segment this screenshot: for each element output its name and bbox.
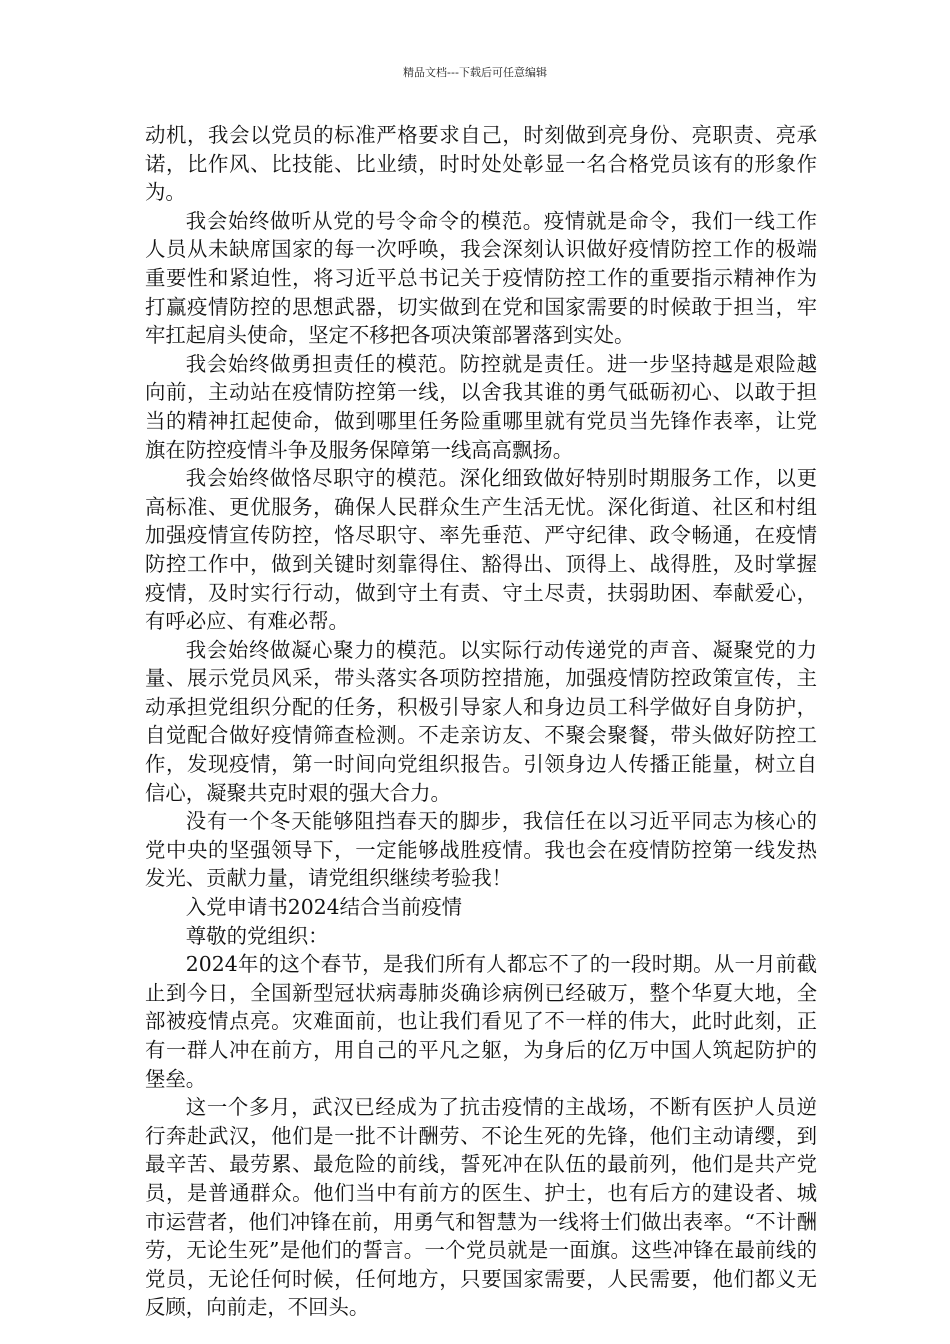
- paragraph-obey-orders: 我会始终做听从党的号令命令的模范。疫情就是命令，我们一线工作人员从未缺席国家的每一次呼唤，我会深刻认识做好疫情防控工作的极端重要性和紧迫性，将习近平总书记关于疫情防控工作的重要指示精神作为打赢疫情防控的思想武器，切实做到在党和国家需要的时候敢于担当，牢牢扛起肩头使命，坚定不移把各项决策部署落到实处。: [145, 208, 817, 348]
- document-body: [145, 121, 817, 1322]
- paragraph-spring-festival: 2024年的这个春节，是我们所有人都忘不了的一段时期。从一月前截止到今日，全国新型冠状病毒肺炎确诊病例已经破万，整个华夏大地，全部被疫情点亮。灾难面前，也让我们看见了不一样的伟大，此时此刻，正有一群人冲在前方，用自己的平凡之躯，为身后的亿万中国人筑起防护的堡垒。: [145, 952, 817, 1091]
- paragraph-take-responsibility: 我会始终做勇担责任的模范。防控就是责任。进一步坚持越是艰险越向前，主动站在疫情防控第一线，以舍我其谁的勇气砥砺初心、以敢于担当的精神扛起使命，做到哪里任务险重哪里就有党员当先锋作表率，让党旗在防控疫情斗争及服务保障第一线高高飘扬。: [145, 351, 817, 462]
- page-header: 精品文档---下载后可任意编辑: [403, 66, 547, 79]
- paragraph-dutiful: 我会始终做恪尽职守的模范。深化细致做好特别时期服务工作，以更高标准、更优服务，确保人民群众生产生活无忧。深化街道、社区和村组加强疫情宣传防控，恪尽职守、率先垂范、严守纪律、政令畅通，在疫情防控工作中，做到关键时刻靠得住、豁得出、顶得上、战得胜，及时掌握疫情，及时实行行动，做到守土有责、守土尽责，扶弱助困、奉献爱心，有呼必应、有难必帮。: [145, 466, 817, 634]
- paragraph-wuhan: 这一个多月，武汉已经成为了抗击疫情的主战场，不断有医护人员逆行奔赴武汉，他们是一批不计酬劳、不论生死的先锋，他们主动请缨，到最辛苦、最劳累、最危险的前线，誓死冲在队伍的最前列，他们是共产党员，是普通群众。他们当中有前方的医生、护士，也有后方的建设者、城市运营者，他们冲锋在前，用勇气和智慧为一线将士们做出表率。“不计酬劳，无论生死”是他们的誓言。一个党员就是一面旗。这些冲锋在最前线的党员，无论任何时候，任何地方，只要国家需要，人民需要，他们都义无反顾，向前走，不回头。: [145, 1095, 817, 1320]
- paragraph-continuation: 动机，我会以党员的标准严格要求自己，时刻做到亮身份、亮职责、亮承诺，比作风、比技能、比业绩，时时处处彰显一名合格党员该有的形象作为。: [145, 123, 817, 205]
- paragraph-conclusion: 没有一个冬天能够阻挡春天的脚步，我信任在以习近平同志为核心的党中央的坚强领导下，一定能够战胜疫情。我也会在疫情防控第一线发热发光、贡献力量，请党组织继续考验我！: [145, 809, 817, 891]
- section-title: 入党申请书2024结合当前疫情: [185, 895, 462, 920]
- salutation: 尊敬的党组织：: [185, 923, 329, 948]
- paragraph-unite: 我会始终做凝心聚力的模范。以实际行动传递党的声音、凝聚党的力量、展示党员风采，带头落实各项防控措施，加强疫情防控政策宣传，主动承担党组织分配的任务，积极引导家人和身边员工科学做好自身防护，自觉配合做好疫情筛查检测。不走亲访友、不聚会聚餐，带头做好防控工作，发现疫情，第一时间向党组织报告。引领身边人传播正能量，树立自信心，凝聚共克时艰的强大合力。: [145, 637, 817, 805]
